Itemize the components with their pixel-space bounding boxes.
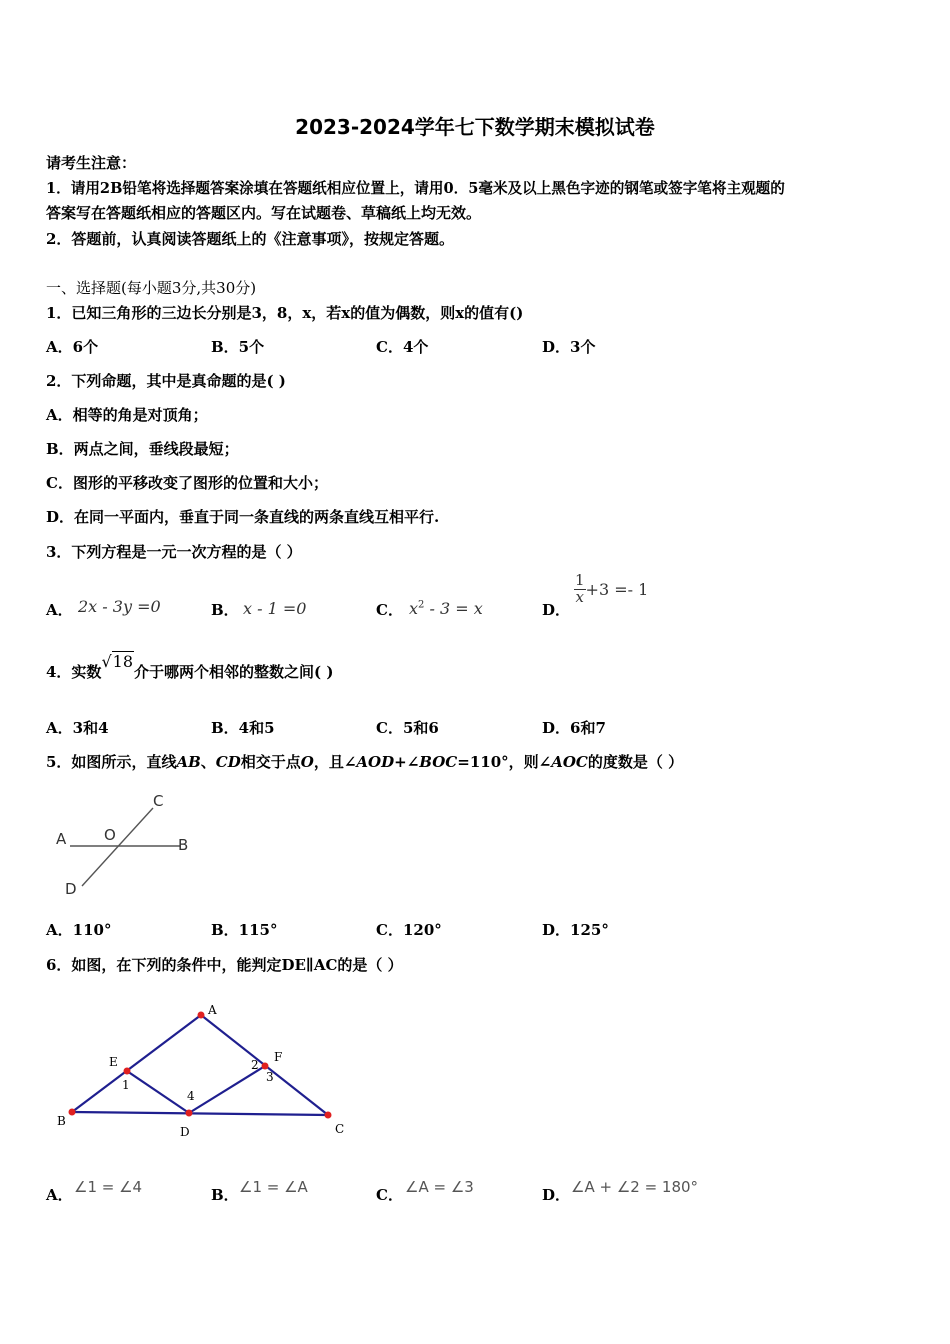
segment-bc bbox=[72, 1112, 328, 1115]
question-4-option-b: B．4和5 bbox=[211, 719, 275, 737]
question-2-option-b: B．两点之间，垂线段最短； bbox=[46, 440, 239, 458]
label-c: C bbox=[335, 1122, 345, 1136]
segment-ba bbox=[72, 1015, 201, 1112]
question-3-option-b-equation: x - 1 =0 bbox=[243, 599, 307, 618]
question-1-stem: 1．已知三角形的三边长分别是3，8，x，若x的值为偶数，则x的值有() bbox=[46, 304, 524, 322]
notice-heading: 请考生注意： bbox=[46, 154, 137, 172]
label-o: O bbox=[104, 826, 116, 844]
question-2-option-c: C．图形的平移改变了图形的位置和大小； bbox=[46, 474, 328, 492]
question-6-figure bbox=[50, 1000, 360, 1145]
question-1-option-a: A．6个 bbox=[46, 338, 99, 356]
question-3-option-c-equation bbox=[409, 599, 483, 618]
question-6-option-a-condition: ∠1 = ∠4 bbox=[74, 1178, 143, 1196]
line-cd bbox=[82, 808, 153, 886]
label-b: B bbox=[178, 836, 189, 854]
point-f bbox=[262, 1063, 269, 1070]
question-5-option-d: D．125° bbox=[542, 921, 609, 939]
label-f: F bbox=[274, 1050, 283, 1064]
question-6-stem: 6．如图，在下列的条件中，能判定DE∥AC的是（ ） bbox=[46, 956, 403, 974]
label-a: A bbox=[56, 830, 67, 848]
question-6-option-a-label: A． bbox=[46, 1186, 73, 1204]
question-2-option-d: D．在同一平面内，垂直于同一条直线的两条直线互相平行. bbox=[46, 508, 440, 526]
radicand: 18 bbox=[112, 652, 133, 671]
segment-df bbox=[189, 1066, 265, 1113]
q5-point-o: O bbox=[300, 753, 314, 771]
d-fraction bbox=[574, 573, 586, 606]
question-6-option-c-label: C． bbox=[376, 1186, 403, 1204]
q5-plus: +∠ bbox=[394, 753, 420, 771]
question-4-stem bbox=[46, 652, 334, 682]
label-d: D bbox=[65, 880, 77, 898]
question-3-option-a-equation: 2x - 3y =0 bbox=[78, 597, 161, 616]
question-1-option-c: C．4个 bbox=[376, 338, 429, 356]
question-2-option-a: A．相等的角是对顶角； bbox=[46, 406, 208, 424]
page-title: 2023-2024学年七下数学期末模拟试卷 bbox=[295, 115, 655, 139]
question-5-option-a: A．110° bbox=[46, 921, 112, 939]
point-d bbox=[186, 1110, 193, 1117]
q5-part-5: 的度数是（ ） bbox=[587, 753, 684, 771]
q5-angle-boc: BOC bbox=[419, 753, 458, 771]
d-numerator: 1 bbox=[575, 571, 585, 589]
d-rest: +3 =- 1 bbox=[585, 579, 649, 599]
point-e bbox=[124, 1068, 131, 1075]
q4-stem-before: 4．实数 bbox=[46, 663, 102, 681]
point-b bbox=[69, 1109, 76, 1116]
label-angle-3: 3 bbox=[266, 1070, 274, 1084]
q4-stem-after: 介于哪两个相邻的整数之间( ) bbox=[134, 663, 334, 681]
q5-part-4: =110°，则∠ bbox=[457, 753, 552, 771]
notice-item-1-line-2: 答案写在答题纸相应的答题区内。写在试题卷、草稿纸上均无效。 bbox=[46, 204, 482, 222]
question-3-option-d-equation bbox=[574, 573, 648, 606]
q5-line-cd: CD bbox=[215, 753, 241, 771]
question-3-option-d-label: D． bbox=[542, 601, 571, 619]
question-6-option-d-condition: ∠A + ∠2 = 180° bbox=[571, 1178, 699, 1196]
point-c bbox=[325, 1112, 332, 1119]
question-4-option-d: D．6和7 bbox=[542, 719, 606, 737]
question-4-option-a: A．3和4 bbox=[46, 719, 109, 737]
question-5-option-b: B．115° bbox=[211, 921, 278, 939]
question-4-option-c: C．5和6 bbox=[376, 719, 439, 737]
c-base: x bbox=[409, 599, 419, 618]
question-5-option-c: C．120° bbox=[376, 921, 442, 939]
question-6-option-c-condition: ∠A = ∠3 bbox=[405, 1178, 474, 1196]
d-denominator: x bbox=[575, 587, 584, 606]
label-angle-1: 1 bbox=[122, 1078, 130, 1092]
question-5-figure bbox=[50, 788, 200, 900]
q5-part-2: 相交于点 bbox=[240, 753, 301, 771]
c-exponent: 2 bbox=[418, 599, 425, 611]
label-c: C bbox=[153, 792, 164, 810]
q5-sep: 、 bbox=[200, 753, 216, 771]
sqrt-18: √18 bbox=[101, 652, 133, 671]
label-a: A bbox=[208, 1003, 217, 1017]
c-rest: - 3 = x bbox=[424, 599, 483, 618]
notice-item-1-line-1: 1．请用2B铅笔将选择题答案涂填在答题纸相应位置上，请用0．5毫米及以上黑色字迹的钢笔或签字笔将主观题的 bbox=[46, 180, 785, 197]
question-1-option-d: D．3个 bbox=[542, 338, 596, 356]
q5-angle-aoc: AOC bbox=[551, 753, 588, 771]
label-b: B bbox=[57, 1114, 66, 1128]
question-6-option-d-label: D． bbox=[542, 1186, 571, 1204]
point-a bbox=[198, 1012, 205, 1019]
label-d: D bbox=[180, 1125, 190, 1139]
label-angle-4: 4 bbox=[187, 1089, 195, 1103]
question-6-option-b-label: B． bbox=[211, 1186, 239, 1204]
question-3-option-c-label: C． bbox=[376, 601, 403, 619]
q5-part-1: 5．如图所示，直线 bbox=[46, 753, 177, 771]
q5-part-3: ，且∠ bbox=[313, 753, 357, 771]
question-5-stem bbox=[46, 751, 683, 772]
question-2-stem: 2．下列命题，其中是真命题的是( ) bbox=[46, 372, 286, 390]
label-e: E bbox=[109, 1055, 118, 1069]
notice-item-2: 2．答题前，认真阅读答题纸上的《注意事项》，按规定答题。 bbox=[46, 230, 454, 248]
q5-line-ab: AB bbox=[176, 753, 201, 771]
question-3-option-b-label: B． bbox=[211, 601, 239, 619]
question-3-stem: 3．下列方程是一元一次方程的是（ ） bbox=[46, 543, 302, 561]
q5-angle-aod: AOD bbox=[356, 753, 395, 771]
question-6-option-b-condition: ∠1 = ∠A bbox=[239, 1178, 308, 1196]
question-3-option-a-label: A． bbox=[46, 601, 73, 619]
label-angle-2: 2 bbox=[251, 1058, 259, 1072]
question-1-option-b: B．5个 bbox=[211, 338, 265, 356]
segment-ed bbox=[127, 1071, 189, 1113]
section-heading: 一、选择题(每小题3分,共30分) bbox=[46, 279, 257, 297]
